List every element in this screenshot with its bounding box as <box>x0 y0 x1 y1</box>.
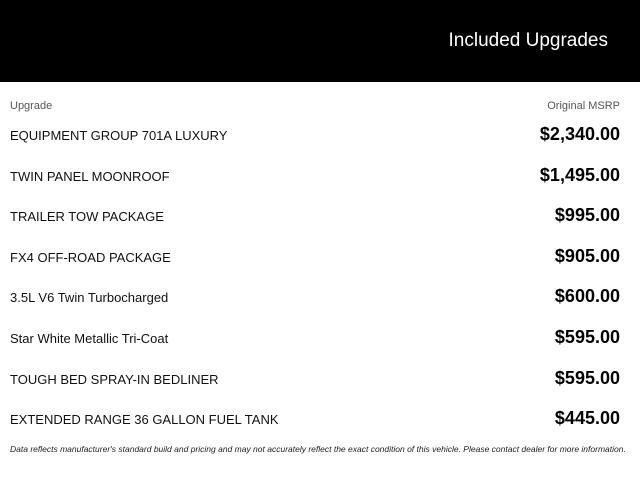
upgrade-price: $995.00 <box>554 205 620 226</box>
upgrade-price: $600.00 <box>554 286 620 307</box>
upgrade-price: $445.00 <box>554 408 620 429</box>
upgrade-price: $2,340.00 <box>539 124 620 144</box>
disclaimer-text: Data reflects manufacturer's standard build and pricing and may not accurately reflect the exact condition of this vehicle. Please contact dealer for more information. <box>10 444 626 454</box>
upgrade-price: $595.00 <box>554 326 620 347</box>
upgrade-name: TWIN PANEL MOONROOF <box>10 168 170 184</box>
upgrade-price: $1,495.00 <box>539 164 620 185</box>
upgrade-row <box>10 197 620 238</box>
upgrade-row <box>10 238 620 279</box>
upgrade-row <box>10 278 620 319</box>
upgrade-price: $905.00 <box>554 245 620 266</box>
upgrade-row <box>10 360 620 401</box>
header-bar <box>0 0 640 82</box>
upgrade-name: EXTENDED RANGE 36 GALLON FUEL TANK <box>10 412 279 428</box>
upgrade-row <box>10 319 620 360</box>
upgrades-list <box>10 116 620 441</box>
upgrade-name: TRAILER TOW PACKAGE <box>10 209 164 225</box>
upgrade-name: TOUGH BED SPRAY-IN BEDLINER <box>10 371 219 387</box>
column-headers <box>10 100 620 114</box>
column-header-msrp: Original MSRP <box>547 100 620 112</box>
page-title: Included Upgrades <box>448 30 608 51</box>
upgrade-name: Star White Metallic Tri-Coat <box>10 330 169 346</box>
upgrade-row <box>10 116 620 157</box>
upgrade-name: 3.5L V6 Twin Turbocharged <box>10 290 169 306</box>
upgrade-name: EQUIPMENT GROUP 701A LUXURY <box>10 128 228 143</box>
upgrade-price: $595.00 <box>554 367 620 388</box>
upgrade-row <box>10 157 620 198</box>
upgrade-name: FX4 OFF-ROAD PACKAGE <box>10 249 171 265</box>
column-header-upgrade: Upgrade <box>10 100 53 112</box>
upgrade-row <box>10 400 620 441</box>
